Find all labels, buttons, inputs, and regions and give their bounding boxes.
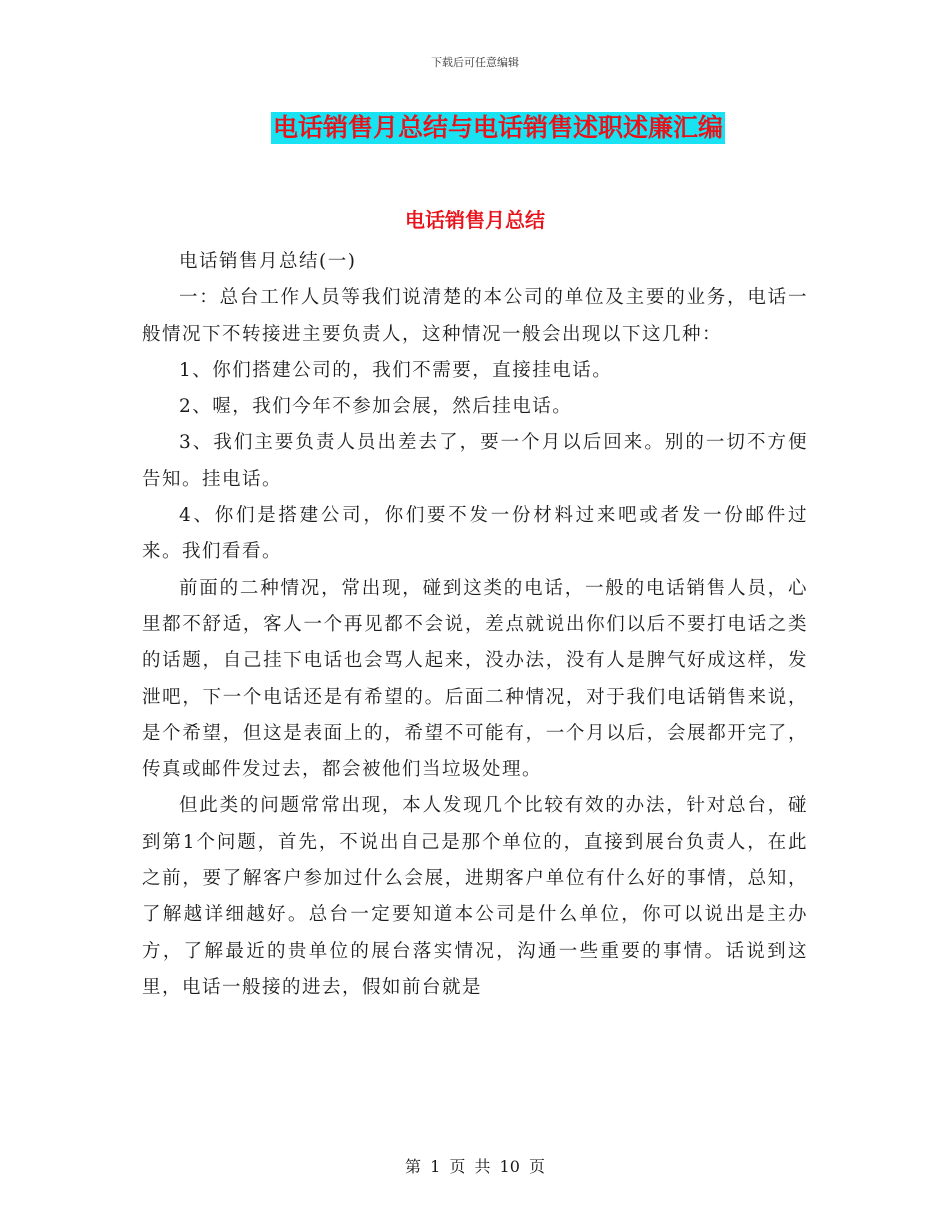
page-footer: 第 1 页 共 10 页 xyxy=(405,1157,545,1176)
paragraph-heading: 电话销售月总结(一) xyxy=(179,251,357,272)
document-title: 电话销售月总结与电话销售述职述廉汇编 xyxy=(272,113,723,142)
document-body xyxy=(142,244,808,1006)
list-item: 4、你们是搭建公司，你们要不发一份材料过来吧或者发一份邮件过来。我们看看。 xyxy=(142,505,808,563)
section-title: 电话销售月总结 xyxy=(405,208,545,232)
paragraph: 一：总台工作人员等我们说清楚的本公司的单位及主要的业务，电话一般情况下不转接进主要负责人，这种情况一般会出现以下这几种： xyxy=(142,287,808,345)
main-title-container xyxy=(0,112,950,144)
list-item: 3、我们主要负责人员出差去了，要一个月以后回来。别的一切不方便告知。挂电话。 xyxy=(142,432,808,490)
header-note: 下载后可任意编辑 xyxy=(431,56,519,69)
paragraph: 前面的二种情况，常出现，碰到这类的电话，一般的电话销售人员，心里都不舒适，客人一个再见都不会说，差点就说出你们以后不要打电话之类的话题，自己挂下电话也会骂人起来，没办法，没有人是脾气好成这样，发泄吧，下一个电话还是有希望的。后面二种情况，对于我们电话销售来说，是个希望，但这是表面上的，希望不可能有，一个月以后，会展都开完了，传真或邮件发过去，都会被他们当垃圾处理。 xyxy=(142,577,808,781)
paragraph: 但此类的问题常常出现，本人发现几个比较有效的办法，针对总台，碰到第1个问题，首先，不说出自己是那个单位的，直接到展台负责人，在此之前，要了解客户参加过什么会展，进期客户单位有什么好的事情，总知，了解越详细越好。总台一定要知道本公司是什么单位，你可以说出是主办方，了解最近的贵单位的展台落实情况，沟通一些重要的事情。话说到这里，电话一般接的进去，假如前台就是 xyxy=(142,795,808,998)
list-item: 2、喔，我们今年不参加会展，然后挂电话。 xyxy=(179,396,573,418)
list-item: 1、你们搭建公司的，我们不需要，直接挂电话。 xyxy=(179,359,613,381)
